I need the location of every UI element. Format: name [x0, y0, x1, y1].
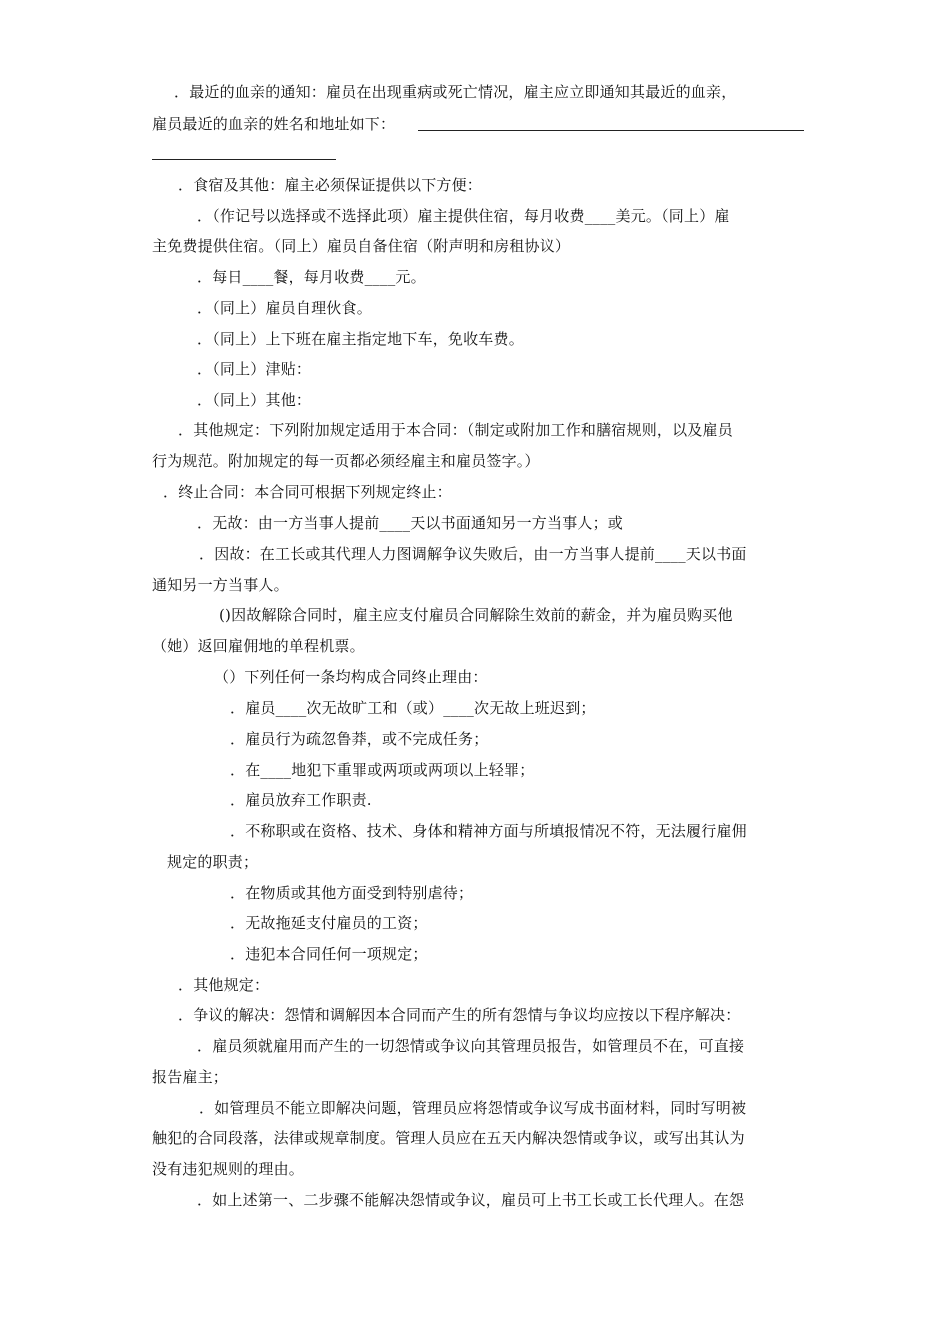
text-line: ．其他规定：	[178, 976, 270, 994]
text-line: ．（同上）雇员自理伙食。	[197, 299, 372, 317]
text-line: 行为规范。附加规定的每一页都必须经雇主和雇员签字。）	[152, 452, 540, 470]
text-line: ．雇员____次无故旷工和（或）____次无故上班迟到；	[230, 699, 596, 717]
text-line: ．食宿及其他：雇主必须保证提供以下方便：	[178, 176, 483, 194]
text-line: ．如上述第一、二步骤不能解决怨情或争议，雇员可上书工长或工长代理人。在怨	[197, 1191, 745, 1209]
text-line: ．雇员须就雇用而产生的一切怨情或争议向其管理员报告，如管理员不在，可直接	[197, 1037, 745, 1055]
text-line: ．如管理员不能立即解决问题，管理员应将怨情或争议写成书面材料，同时写明被	[199, 1099, 747, 1117]
text-line: ．雇员放弃工作职责.	[230, 791, 372, 809]
blank-underline	[152, 159, 336, 160]
text-line: ．每日____餐，每月收费____元。	[197, 268, 426, 286]
text-line: 没有违犯规则的理由。	[152, 1160, 305, 1178]
blank-underline	[418, 130, 804, 131]
text-line: ．不称职或在资格、技术、身体和精神方面与所填报情况不符，无法履行雇佣	[230, 822, 747, 840]
text-line: ()因故解除合同时，雇主应支付雇员合同解除生效前的薪金，并为雇员购买他	[219, 606, 733, 624]
text-line: ．无故：由一方当事人提前____天以书面通知另一方当事人；或	[197, 514, 624, 532]
text-line: 雇员最近的血亲的姓名和地址如下：	[152, 115, 396, 133]
text-line: ．无故拖延支付雇员的工资；	[230, 914, 428, 932]
text-line: （）下列任何一条均构成合同终止理由：	[214, 668, 488, 686]
text-line: 触犯的合同段落，法律或规章制度。管理人员应在五天内解决怨情或争议，或写出其认为	[152, 1129, 745, 1147]
text-line: ．终止合同：本合同可根据下列规定终止：	[163, 483, 452, 501]
text-line: ．（同上）其他：	[197, 391, 312, 409]
text-line: ．在物质或其他方面受到特别虐待；	[230, 884, 474, 902]
text-line: ．最近的血亲的通知：雇员在出现重病或死亡情况，雇主应立即通知其最近的血亲，	[174, 83, 737, 101]
text-line: ．其他规定：下列附加规定适用于本合同：（制定或附加工作和膳宿规则，以及雇员	[178, 421, 733, 439]
text-line: 通知另一方当事人。	[152, 576, 289, 594]
text-line: ．（同上）津贴：	[197, 360, 312, 378]
text-line: ．雇员行为疏忽鲁莽，或不完成任务；	[230, 730, 489, 748]
text-line: 主免费提供住宿。（同上）雇员自备住宿（附声明和房租协议）	[152, 237, 571, 255]
text-line: 规定的职责；	[167, 853, 259, 871]
text-line: （她）返回雇佣地的单程机票。	[152, 637, 365, 655]
text-line: ．（作记号以选择或不选择此项）雇主提供住宿，每月收费____美元。（同上）雇	[197, 207, 730, 225]
text-line: 报告雇主；	[152, 1068, 229, 1086]
text-line: ．（同上）上下班在雇主指定地下车，免收车费。	[197, 330, 524, 348]
text-line: ．在____地犯下重罪或两项或两项以上轻罪；	[230, 761, 535, 779]
text-line: ．因故：在工长或其代理人力图调解争议失败后，由一方当事人提前____天以书面	[199, 545, 747, 563]
text-line: ．争议的解决：怨情和调解因本合同而产生的所有怨情与争议均应按以下程序解决：	[178, 1006, 741, 1024]
text-line: ．违犯本合同任何一项规定；	[230, 945, 428, 963]
